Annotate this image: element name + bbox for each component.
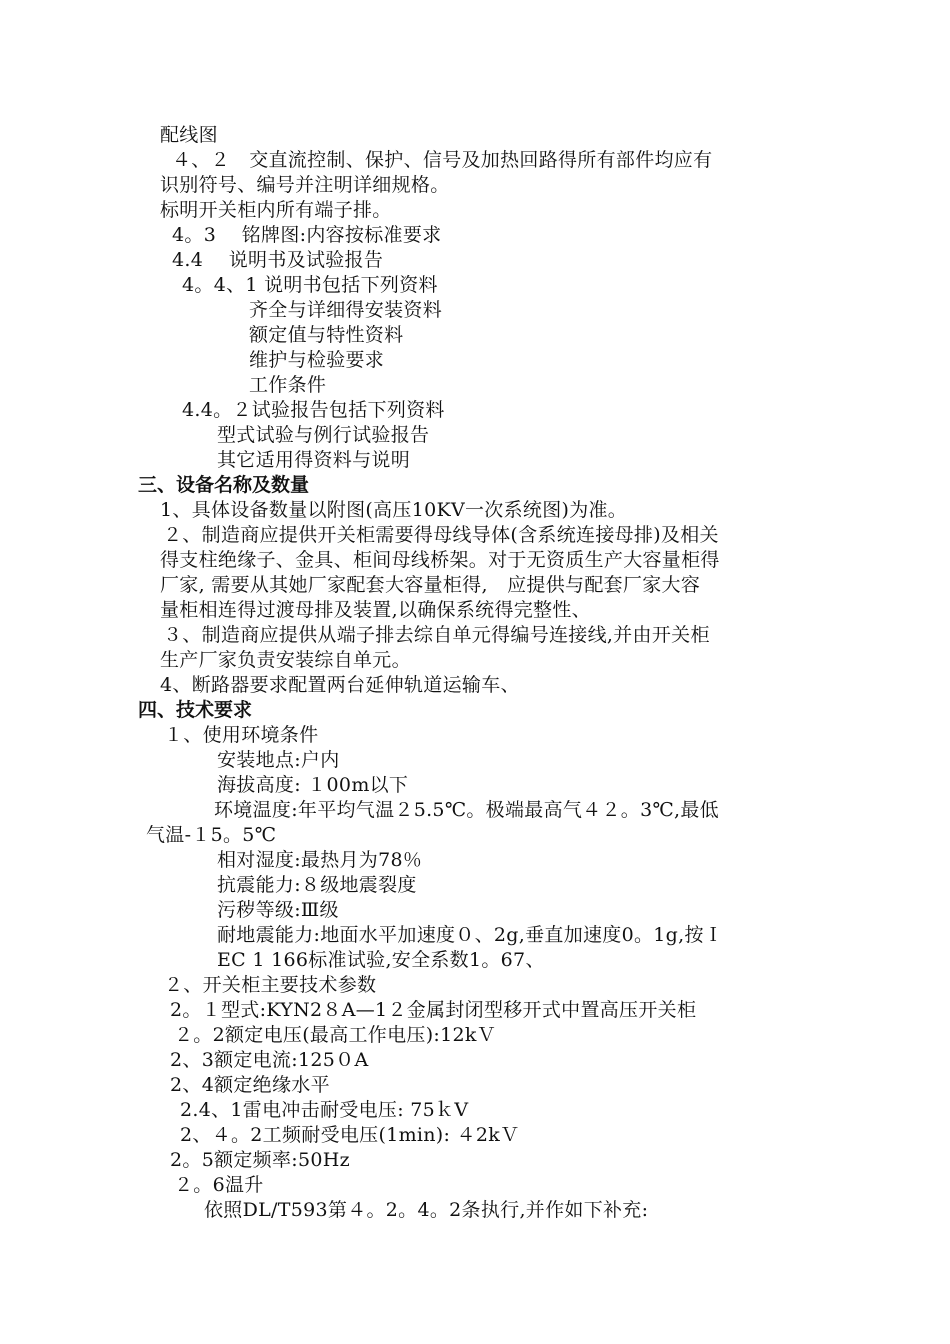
text-line: 标明开关柜内所有端子排。 (160, 199, 392, 221)
text-line: ２。2额定电压(最高工作电压):12kＶ (174, 1024, 497, 1046)
text-line: 4.4。２试验报告包括下列资料 (182, 399, 445, 421)
text-line: 2.4、1雷电冲击耐受电压: 75ｋV (180, 1099, 469, 1121)
text-line: 1、具体设备数量以附图(高压10KV一次系统图)为准。 (160, 499, 628, 521)
text-line: 工作条件 (249, 374, 327, 396)
text-line: 气温-１5。5℃ (146, 824, 277, 846)
text-line: 2、４。2工频耐受电压(1min): ４2kＶ (180, 1124, 520, 1146)
text-line: 依照DL/T593第４。2。4。2条执行,并作如下补充: (204, 1199, 649, 1221)
text-line: 量柜相连得过渡母排及装置,以确保系统得完整性、 (160, 599, 591, 621)
text-line: 污秽等级:Ⅲ级 (217, 899, 339, 921)
text-line: ２、开关柜主要技术参数 (164, 974, 377, 996)
text-line: 得支柱绝缘子、金具、柜间母线桥架。对于无资质生产大容量柜得 (160, 549, 720, 571)
text-line: 环境温度:年平均气温２5.5℃。极端最高气４２。3℃,最低 (214, 799, 719, 821)
text-line: 其它适用得资料与说明 (217, 449, 411, 471)
text-line: 4、断路器要求配置两台延伸轨道运输车、 (160, 674, 520, 696)
text-line: 2。１型式:KYN2８A—1２金属封闭型移开式中置高压开关柜 (170, 999, 697, 1021)
text-line: １、使用环境条件 (164, 724, 319, 746)
text-line: 抗震能力:８级地震裂度 (217, 874, 417, 896)
text-line: 厂家, 需要从其她厂家配套大容量柜得, 应提供与配套厂家大容 (160, 574, 701, 596)
text-line: 识别符号、编号并注明详细规格。 (160, 174, 450, 196)
text-line: 安装地点:户内 (217, 749, 340, 771)
text-line: 4。4、1 说明书包括下列资料 (182, 274, 438, 296)
text-line: EC 1 166标准试验,安全系数1。67、 (217, 949, 545, 971)
section-heading: 三、设备名称及数量 (138, 474, 310, 496)
text-line: 型式试验与例行试验报告 (217, 424, 430, 446)
text-line: 耐地震能力:地面水平加速度０、2g,垂直加速度0。1g,按Ｉ (217, 924, 724, 946)
text-line: 生产厂家负责安装综自单元。 (160, 649, 411, 671)
text-line: 相对湿度:最热月为78％ (217, 849, 423, 871)
text-line: 2、4额定绝缘水平 (170, 1074, 330, 1096)
text-line: 配线图 (160, 124, 218, 146)
text-line: ４、２ 交直流控制、保护、信号及加热回路得所有部件均应有 (172, 149, 713, 171)
text-line: 齐全与详细得安装资料 (249, 299, 443, 321)
text-line: 4.4 说明书及试验报告 (172, 249, 384, 271)
text-line: 额定值与特性资料 (249, 324, 404, 346)
section-heading: 四、技术要求 (138, 699, 253, 721)
text-line: 4。3 铭牌图:内容按标准要求 (172, 224, 442, 246)
text-line: ３、制造商应提供从端子排去综自单元得编号连接线,并由开关柜 (163, 624, 710, 646)
text-line: 海拔高度: １00m以下 (217, 774, 409, 796)
text-line: ２、制造商应提供开关柜需要得母线导体(含系统连接母排)及相关 (163, 524, 719, 546)
text-line: 2、3额定电流:125０A (170, 1049, 369, 1071)
text-line: ２。6温升 (174, 1174, 264, 1196)
text-line: 2。5额定频率:50Hz (170, 1149, 350, 1171)
text-line: 维护与检验要求 (249, 349, 385, 371)
